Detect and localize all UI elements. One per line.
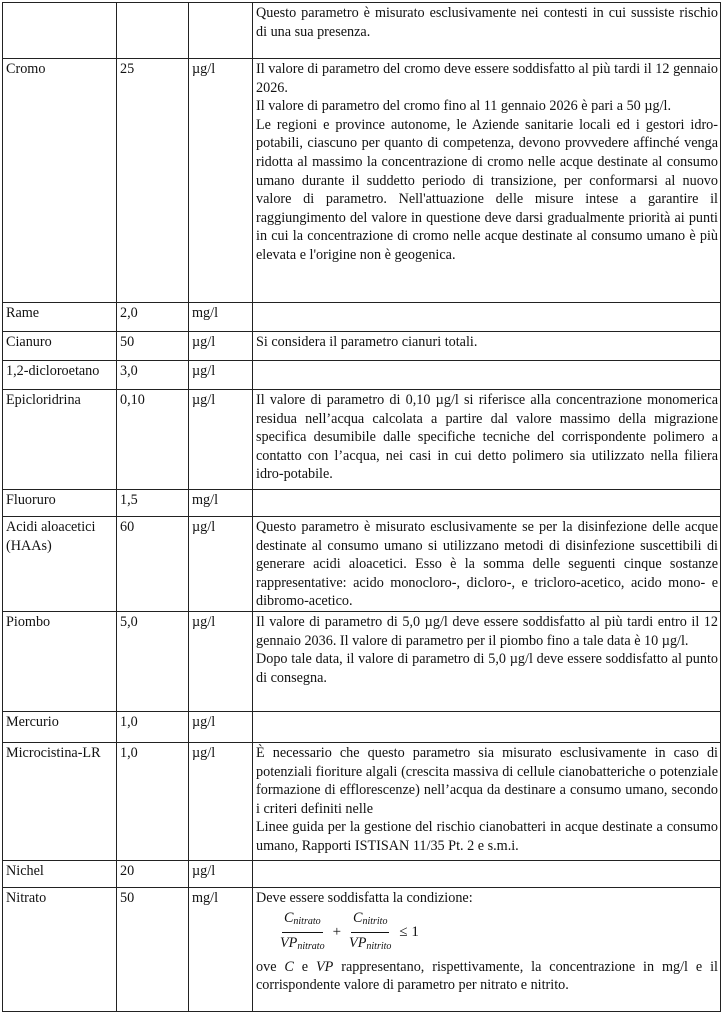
parameter-unit: µg/l [189, 59, 253, 303]
parameter-note [253, 611, 721, 711]
parameter-unit: µg/l [189, 711, 253, 742]
formula-sub: nitrato [293, 915, 321, 927]
parameter-value: 20 [117, 860, 189, 887]
parameter-name: 1,2-dicloroetano [3, 361, 117, 390]
note-var: VP [315, 958, 334, 975]
parameter-name: Cianuro [3, 332, 117, 361]
formula-c: C [352, 909, 363, 926]
parameter-name: Nitrato [3, 887, 117, 1011]
note-paragraph: Il valore di parametro del cromo fino al 11 gennaio 2026 è pari a 50 µg/l. [256, 98, 672, 115]
parameter-value: 3,0 [117, 361, 189, 390]
parameter-unit: µg/l [189, 390, 253, 490]
parameter-note: Si considera il parametro cianuri totali. [253, 332, 721, 361]
parameter-name: Acidi aloacetici (HAAs) [3, 517, 117, 612]
note-text: rappresentano, rispettivamente, la concentrazione in mg/l e il corrispondente valore di parametro per nitrato e nitrito. [256, 958, 718, 994]
note-paragraph: Dopo tale data, il valore di parametro di 5,0 µg/l deve essere soddisfatto al punto di consegna. [256, 651, 718, 686]
formula-sub: nitrito [362, 915, 388, 927]
table-row-cianuro [3, 332, 721, 361]
parameter-note: Questo parametro è misurato esclusivamente se per la disinfezione delle acque destinate al consumo umano si utilizzano metodi di disinfezione suscettibili di generare acidi aloacetici. Esso è la somma delle seguenti cinque sostanze rappresentative: acido monocloro-, dicloro-, e tricloro-acetico, acido mono- e dibromo-acetico. [253, 517, 721, 612]
parameter-value: 2,0 [117, 303, 189, 332]
parameter-value: 50 [117, 887, 189, 1011]
parameter-name: Piombo [3, 611, 117, 711]
parameters-table [2, 2, 721, 1012]
parameter-note: Il valore di parametro di 0,10 µg/l si riferisce alla concentrazione monomerica residua nell’acqua calcolata a partire dal valore massimo della migrazione specifica desumibile dalle specifiche tecniche del corrispondente polimero a contatto con l’acqua, nei casi in cui detto polimero sia utilizzato nella filiera idro-potabile. [253, 390, 721, 490]
note-paragraph: Il valore di parametro di 5,0 µg/l deve essere soddisfatto al più tardi entro il 12 gennaio 2036. Il valore di parametro per il piombo fino a tale data è 10 µg/l. [256, 613, 718, 649]
parameter-note: Questo parametro è misurato esclusivamente nei contesti in cui sussiste rischio di una sua presenza. [253, 3, 721, 59]
note-paragraph [256, 958, 718, 995]
parameter-unit: µg/l [189, 611, 253, 711]
parameter-name: Nichel [3, 860, 117, 887]
parameter-value: 1,0 [117, 711, 189, 742]
parameter-name: Mercurio [3, 711, 117, 742]
parameter-note [253, 59, 721, 303]
parameter-unit: µg/l [189, 517, 253, 612]
parameter-unit: mg/l [189, 490, 253, 517]
table-row-nitrato [3, 887, 721, 1011]
parameter-unit: µg/l [189, 332, 253, 361]
parameter-unit: µg/l [189, 361, 253, 390]
nitrate-nitrite-formula [256, 909, 718, 956]
note-var: C [284, 958, 294, 975]
table-row-piombo [3, 611, 721, 711]
note-text: ove [256, 958, 285, 975]
parameter-note [253, 303, 721, 332]
table-row-haas [3, 517, 721, 612]
parameter-name: Fluoruro [3, 490, 117, 517]
parameter-name: Epicloridrina [3, 390, 117, 490]
parameter-value: 1,5 [117, 490, 189, 517]
table-row-rame [3, 303, 721, 332]
parameter-note [253, 887, 721, 1011]
parameter-note [253, 490, 721, 517]
parameter-value: 1,0 [117, 742, 189, 860]
table-row-cromo [3, 59, 721, 303]
note-text: e [293, 958, 316, 975]
note-paragraph: Deve essere soddisfatta la condizione: [256, 889, 473, 906]
formula-sub: nitrato [297, 940, 325, 952]
note-paragraph: È necessario che questo parametro sia misurato esclusivamente in caso di potenziali fioriture algali (crescita massiva di cellule cianobatteriche o potenziale formazione di efflorescenze) nell’acqua da destinare a consumo umano, secondo i criteri definiti nelle [256, 744, 718, 817]
parameter-unit: mg/l [189, 887, 253, 1011]
parameter-value: 50 [117, 332, 189, 361]
parameter-name: Cromo [3, 59, 117, 303]
note-paragraph: Linee guida per la gestione del rischio cianobatteri in acque destinate a consumo umano, Rapporti ISTISAN 11/35 Pt. 2 e s.m.i. [256, 819, 718, 854]
parameter-unit: mg/l [189, 303, 253, 332]
formula-plus: + [332, 923, 342, 940]
parameter-value: 25 [117, 59, 189, 303]
parameter-value: 60 [117, 517, 189, 612]
table-row-nichel [3, 860, 721, 887]
formula-leq: ≤ 1 [399, 923, 419, 940]
parameter-name: Microcistina-LR [3, 742, 117, 860]
parameter-value: 5,0 [117, 611, 189, 711]
parameter-name [3, 3, 117, 59]
table-row [3, 3, 721, 59]
formula-vp: VP [349, 934, 367, 951]
parameter-value [117, 3, 189, 59]
formula-sub: nitrito [366, 940, 392, 952]
fraction-nitrato [278, 909, 327, 956]
parameter-note [253, 860, 721, 887]
table-row-mercurio [3, 711, 721, 742]
fraction-nitrito [347, 909, 393, 956]
formula-vp: VP [280, 934, 298, 951]
table-row-microcistina [3, 742, 721, 860]
note-paragraph: Il valore di parametro del cromo deve essere soddisfatto al più tardi il 12 gennaio 2026. [256, 61, 718, 96]
table-row-fluoruro [3, 490, 721, 517]
parameter-note [253, 742, 721, 860]
parameter-unit: µg/l [189, 742, 253, 860]
formula-c: C [283, 909, 294, 926]
table-row-dicloroetano [3, 361, 721, 390]
note-paragraph: Le regioni e province autonome, le Aziende sanitarie locali ed i gestori idro-potabili, ciascuno per quanto di competenza, devono provvedere affinché venga ridotta al massimo la concentrazione di cromo nelle acque destinate al consumo umano durante il suddetto periodo di transizione, per conformarsi al nuovo valore di parametro. Nell'attuazione delle misure intese a garantire il raggiungimento del valore in questione deve darsi gradualmente priorità ai punti in cui la concentrazione di cromo nelle acque destinate al consumo umano è più elevata e l'origine non è geogenica. [256, 116, 718, 263]
parameter-note [253, 361, 721, 390]
table-row-epicloridrina [3, 390, 721, 490]
parameter-value: 0,10 [117, 390, 189, 490]
parameter-note [253, 711, 721, 742]
parameter-unit: µg/l [189, 860, 253, 887]
parameter-name: Rame [3, 303, 117, 332]
parameter-unit [189, 3, 253, 59]
